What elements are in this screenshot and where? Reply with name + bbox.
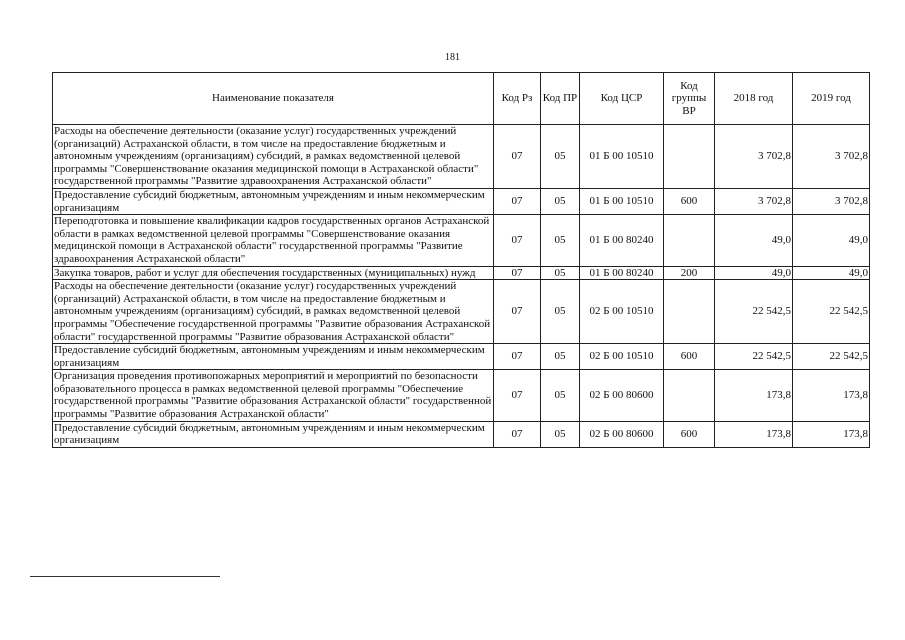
header-pr: Код ПР — [541, 73, 580, 125]
row-pr: 05 — [541, 421, 580, 447]
row-csr: 02 Б 00 80600 — [580, 421, 664, 447]
table-row — [53, 188, 870, 214]
header-2019: 2019 год — [793, 73, 870, 125]
header-vr: Код группы ВР — [664, 73, 715, 125]
row-2018: 22 542,5 — [715, 344, 793, 370]
header-csr: Код ЦСР — [580, 73, 664, 125]
row-pr: 05 — [541, 188, 580, 214]
row-vr — [664, 125, 715, 189]
row-rz: 07 — [494, 266, 541, 280]
row-name: Предоставление субсидий бюджетным, автономным учреждениям и иным некоммерческим организациям — [53, 421, 494, 447]
header-name: Наименование показателя — [53, 73, 494, 125]
header-rz: Код Рз — [494, 73, 541, 125]
budget-table — [52, 72, 870, 448]
row-csr: 01 Б 00 80240 — [580, 266, 664, 280]
table-row — [53, 421, 870, 447]
row-vr — [664, 215, 715, 266]
row-vr — [664, 280, 715, 344]
table-header-row — [53, 73, 870, 125]
row-name: Предоставление субсидий бюджетным, автономным учреждениям и иным некоммерческим организациям — [53, 188, 494, 214]
table-row — [53, 266, 870, 280]
row-csr: 02 Б 00 80600 — [580, 370, 664, 421]
row-pr: 05 — [541, 280, 580, 344]
row-pr: 05 — [541, 370, 580, 421]
row-2018: 173,8 — [715, 421, 793, 447]
row-rz: 07 — [494, 215, 541, 266]
row-rz: 07 — [494, 125, 541, 189]
row-rz: 07 — [494, 370, 541, 421]
row-2019: 49,0 — [793, 215, 870, 266]
bottom-divider — [30, 576, 220, 577]
page-number: 181 — [445, 52, 460, 63]
row-rz: 07 — [494, 344, 541, 370]
row-vr: 600 — [664, 188, 715, 214]
row-csr: 01 Б 00 10510 — [580, 125, 664, 189]
row-2018: 173,8 — [715, 370, 793, 421]
row-pr: 05 — [541, 344, 580, 370]
row-pr: 05 — [541, 215, 580, 266]
table-row — [53, 370, 870, 421]
row-vr: 600 — [664, 344, 715, 370]
table-row — [53, 344, 870, 370]
row-name: Расходы на обеспечение деятельности (оказание услуг) государственных учреждений (организаций) Астраханской области, в том числе на предоставление бюджетным и автономным учреждениям (организациям) субсидий, в рамках ведомственной целевой программы "Обеспечение государственной программы "Развитие образования Астраханской области" государственной программы "Развитие образования Астраханской области" — [53, 280, 494, 344]
row-2018: 49,0 — [715, 215, 793, 266]
header-2018: 2018 год — [715, 73, 793, 125]
row-csr: 01 Б 00 80240 — [580, 215, 664, 266]
row-2019: 173,8 — [793, 370, 870, 421]
row-2019: 3 702,8 — [793, 188, 870, 214]
row-2019: 3 702,8 — [793, 125, 870, 189]
row-2019: 173,8 — [793, 421, 870, 447]
row-name: Закупка товаров, работ и услуг для обеспечения государственных (муниципальных) нужд — [53, 266, 494, 280]
row-csr: 01 Б 00 10510 — [580, 188, 664, 214]
row-name: Переподготовка и повышение квалификации кадров государственных органов Астраханской области в рамках ведомственной целевой программы "Совершенствование оказания медицинской помощи в Астраханской области" государственной программы "Развитие здравоохранения Астраханской области" — [53, 215, 494, 266]
row-vr — [664, 370, 715, 421]
row-2018: 3 702,8 — [715, 125, 793, 189]
table-row — [53, 280, 870, 344]
row-csr: 02 Б 00 10510 — [580, 344, 664, 370]
row-2019: 22 542,5 — [793, 344, 870, 370]
row-pr: 05 — [541, 125, 580, 189]
table-row — [53, 125, 870, 189]
row-2018: 3 702,8 — [715, 188, 793, 214]
row-rz: 07 — [494, 280, 541, 344]
row-csr: 02 Б 00 10510 — [580, 280, 664, 344]
row-rz: 07 — [494, 188, 541, 214]
row-name: Организация проведения противопожарных мероприятий и мероприятий по безопасности образовательного процесса в рамках ведомственной целевой программы "Обеспечение государственной программы "Развитие образования Астраханской области" государственной программы "Развитие образования Астраханской области" — [53, 370, 494, 421]
row-2019: 22 542,5 — [793, 280, 870, 344]
row-vr: 600 — [664, 421, 715, 447]
row-rz: 07 — [494, 421, 541, 447]
row-2018: 22 542,5 — [715, 280, 793, 344]
table-row — [53, 215, 870, 266]
row-vr: 200 — [664, 266, 715, 280]
row-name: Расходы на обеспечение деятельности (оказание услуг) государственных учреждений (организаций) Астраханской области, в том числе на предоставление бюджетным и автономным учреждениям (организациям) субсидий, в рамках ведомственной целевой программы "Совершенствование оказания медицинской помощи в Астраханской области" государственной программы "Развитие здравоохранения Астраханской области" — [53, 125, 494, 189]
row-2019: 49,0 — [793, 266, 870, 280]
row-name: Предоставление субсидий бюджетным, автономным учреждениям и иным некоммерческим организациям — [53, 344, 494, 370]
row-pr: 05 — [541, 266, 580, 280]
row-2018: 49,0 — [715, 266, 793, 280]
